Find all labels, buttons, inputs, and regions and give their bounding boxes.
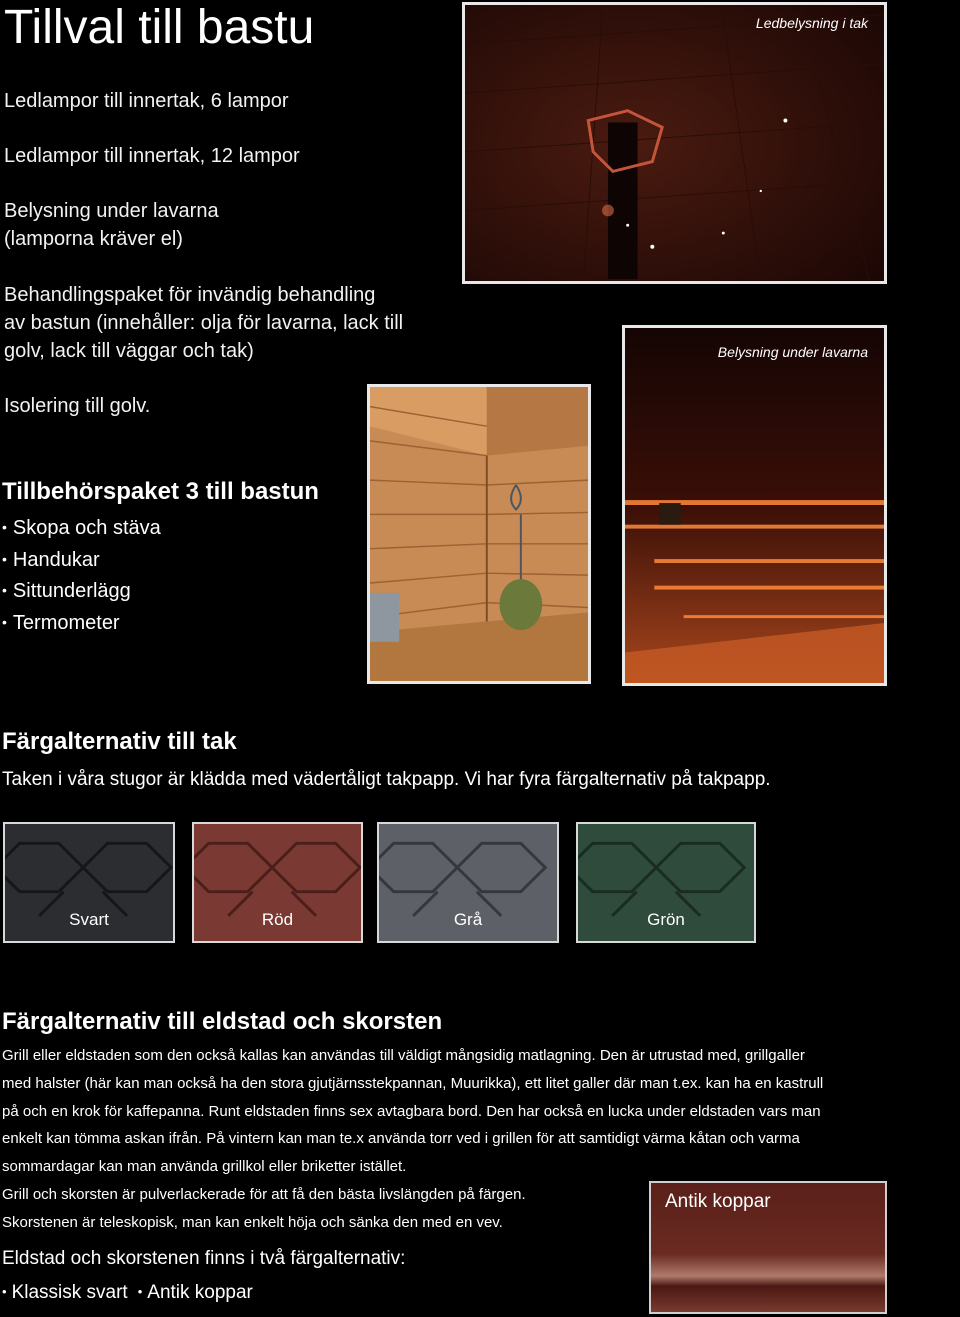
- option-led-12: Ledlampor till innertak, 12 lampor: [4, 145, 300, 167]
- swatch-label: Grå: [453, 910, 483, 929]
- list-item: • Sittunderlägg: [2, 575, 161, 607]
- swatch-black: [3, 822, 175, 943]
- accessories-heading: Tillbehörspaket 3 till bastun: [2, 478, 319, 505]
- option-bench-lighting: Belysning under lavarna (lamporna kräver el): [4, 200, 219, 250]
- roof-heading: Färgalternativ till tak: [2, 728, 237, 755]
- option-floor-insulation: Isolering till golv.: [4, 395, 151, 417]
- swatch-label: Röd: [261, 910, 294, 929]
- two-colors-text: Eldstad och skorstenen finns i två färgalternativ:: [2, 1248, 406, 1269]
- list-item: • Klassisk svart: [2, 1282, 128, 1304]
- swatch-grey: [377, 822, 559, 943]
- list-item: • Termometer: [2, 607, 161, 639]
- option-led-6: Ledlampor till innertak, 6 lampor: [4, 90, 289, 112]
- stove-variants: [2, 1282, 253, 1304]
- sauna-interior-photo: [367, 384, 591, 684]
- bench-lighting-photo: [622, 325, 887, 686]
- list-item: • Handukar: [2, 544, 161, 576]
- option-treatment-package: Behandlingspaket för invändig behandling av bastun (innehåller: olja för lavarna, lack till golv, lack till väggar och tak): [4, 284, 404, 362]
- stove-description: Grill eller eldstaden som den också kallas kan användas till väldigt mångsidig matlagning. Den är utrustad med, grillgaller med halster (här kan man också ha den stora gjutjärnsstekpannan, Muurikka), ett litet galler där man t.ex. kan ha en kastrull på och en krok för kaffepanna. Runt eldstaden finns sex avtagbara bord. Den har också en lucka under eldstaden vars man enkelt kan tömma askan ifrån. På vintern kan man te.x använda torr ved i grillen för att samtidigt värma kåtan och varma sommardagar kan man använda grillkol eller briketter istället. Grill och skorsten är pulverlackerade för att få den bästa livslängden på färgen. Skorstenen är teleskopisk, man kan enkelt höja och sänka den med en vev.: [2, 1047, 824, 1231]
- copper-sample: [649, 1181, 887, 1314]
- roof-description: Taken i våra stugor är klädda med vädertåligt takpapp. Vi har fyra färgalternativ på takpapp.: [2, 769, 771, 790]
- accessories-list: [2, 512, 161, 638]
- bench-photo-caption: Belysning under lavarna: [717, 344, 868, 360]
- swatch-green: [576, 822, 756, 943]
- ceiling-photo-caption: Ledbelysning i tak: [755, 15, 868, 31]
- list-item: • Skopa och stäva: [2, 512, 161, 544]
- page-title: Tillval till bastu: [4, 1, 315, 54]
- list-item: • Antik koppar: [138, 1282, 253, 1304]
- swatch-red: [192, 822, 363, 943]
- stove-heading: Färgalternativ till eldstad och skorsten: [2, 1008, 443, 1035]
- copper-caption: Antik koppar: [665, 1191, 771, 1212]
- swatch-label: Grön: [647, 910, 685, 929]
- swatch-label: Svart: [69, 910, 109, 929]
- ceiling-led-photo: [462, 2, 887, 284]
